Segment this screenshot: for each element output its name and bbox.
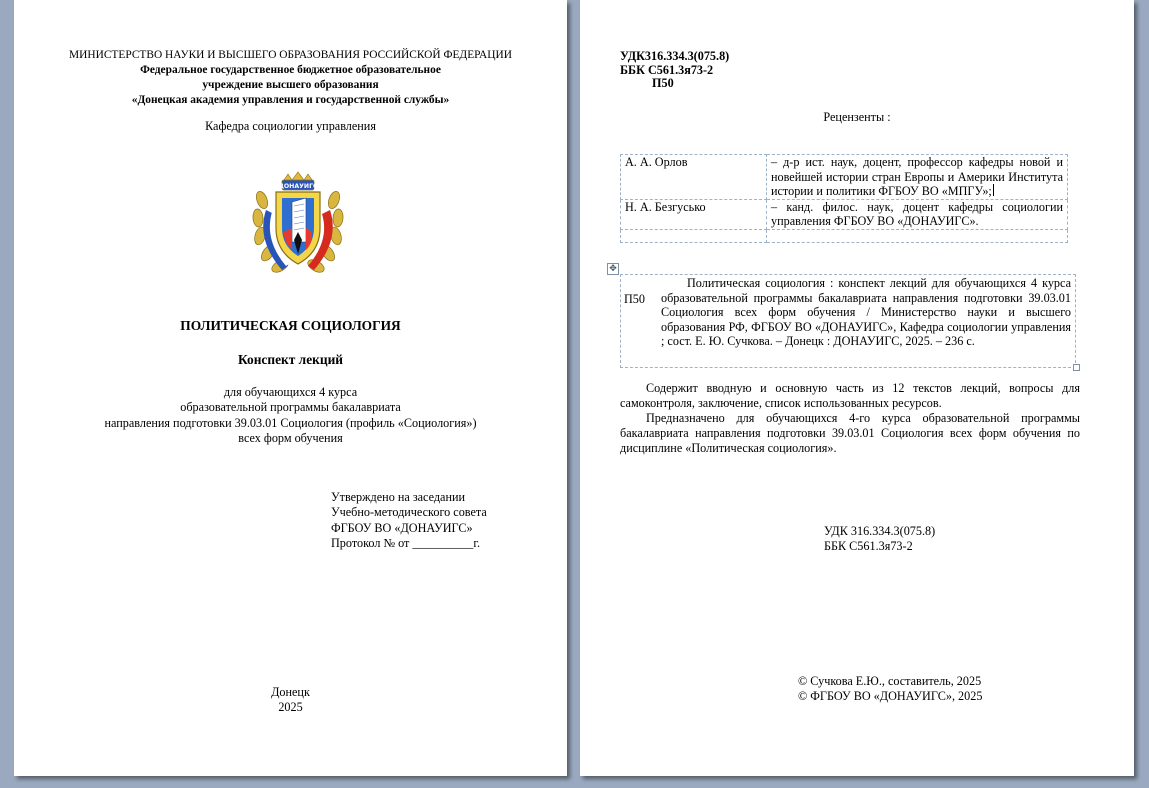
bbk-code: ББК С561.3я73-2 bbox=[824, 539, 913, 554]
audience-block bbox=[14, 385, 567, 446]
empty-cell[interactable] bbox=[621, 229, 767, 242]
imprint bbox=[14, 685, 567, 716]
audience-line: направления подготовки 39.03.01 Социология (профиль «Социология») bbox=[104, 415, 477, 430]
ministry-line: МИНИСТЕРСТВО НАУКИ И ВЫСШЕГО ОБРАЗОВАНИЯ РОССИЙСКОЙ ФЕДЕРАЦИИ bbox=[69, 49, 512, 61]
biblio-author-mark: П50 bbox=[624, 292, 645, 306]
reviewer-name[interactable]: А. А. Орлов bbox=[621, 155, 767, 200]
table-row bbox=[621, 155, 1068, 200]
institution-header bbox=[14, 48, 567, 108]
approval-line: Учебно-методического совета bbox=[331, 505, 487, 520]
title-page[interactable] bbox=[14, 0, 567, 776]
copyright-block bbox=[798, 674, 982, 704]
year: 2025 bbox=[278, 700, 303, 715]
author-mark: П50 bbox=[652, 76, 674, 91]
table-row bbox=[621, 199, 1068, 229]
reviewer-description-text: – д-р ист. наук, доцент, профессор кафедры новой и новейшей истории стран Европы и Америки Института истории и политики ФГБОУ ВО «МПГУ»; bbox=[771, 155, 1063, 199]
institution-name-line: «Донецкая академия управления и государственной службы» bbox=[131, 94, 450, 106]
table-resize-handle[interactable] bbox=[1073, 364, 1080, 371]
institution-type-line: Федеральное государственное бюджетное образовательное bbox=[140, 64, 441, 76]
emblem-text: ДОНАУИГС bbox=[278, 183, 318, 190]
audience-line: для обучающихся 4 курса bbox=[223, 385, 358, 399]
document-subtitle: Конспект лекций bbox=[237, 352, 343, 367]
audience-line: образовательной программы бакалавриата bbox=[180, 400, 401, 415]
udk-code: УДК 316.334.3(075.8) bbox=[824, 524, 936, 538]
institution-level-line: учреждение высшего образования bbox=[202, 79, 379, 91]
classification-codes bbox=[620, 50, 729, 91]
empty-cell[interactable] bbox=[767, 229, 1068, 242]
bibliographic-description[interactable]: Политическая социология : конспект лекций для обучающихся 4 курса образовательной программы бакалавриата направления подготовки 39.03.01 Социология всех форм обучения / Министерство науки и высшего образования РФ, ФГБОУ ВО «ДОНАУИГС», Кафедра социологии управления ; сост. Е. Ю. Сучкова. – Донецк : ДОНАУИГС, 2025. – 236 с. bbox=[661, 276, 1071, 349]
copyright-line: © ФГБОУ ВО «ДОНАУИГС», 2025 bbox=[798, 689, 983, 704]
reviewer-name[interactable]: Н. А. Безгусько bbox=[621, 199, 767, 229]
academy-emblem bbox=[252, 170, 344, 286]
document-title: ПОЛИТИЧЕСКАЯ СОЦИОЛОГИЯ bbox=[180, 318, 401, 333]
approval-line: Протокол № от __________г. bbox=[331, 535, 481, 550]
department-name: Кафедра социологии управления bbox=[205, 119, 376, 133]
reviewers-label: Рецензенты : bbox=[823, 110, 891, 124]
approval-line: Утверждено на заседании bbox=[331, 490, 466, 504]
reviewers-table[interactable] bbox=[620, 154, 1068, 243]
bbk-code: ББК С561.3я73-2 bbox=[620, 62, 714, 77]
table-row bbox=[621, 229, 1068, 242]
approval-block bbox=[331, 490, 487, 551]
copyright-line: © Сучкова Е.Ю., составитель, 2025 bbox=[798, 674, 982, 688]
imprint-page[interactable] bbox=[580, 0, 1134, 776]
reviewer-description[interactable] bbox=[767, 155, 1068, 200]
text-cursor bbox=[993, 184, 994, 196]
city: Донецк bbox=[271, 685, 310, 699]
contents-paragraph: Содержит вводную и основную часть из 12 текстов лекций, вопросы для самоконтроля, заключение, список использованных ресурсов. bbox=[620, 381, 1080, 411]
approval-line: ФГБОУ ВО «ДОНАУИГС» bbox=[331, 520, 473, 535]
udk-code: УДК316.334.3(075.8) bbox=[620, 49, 730, 63]
reviewer-description[interactable]: – канд. филос. наук, доцент кафедры социологии управления ФГБОУ ВО «ДОНАУИГС». bbox=[767, 199, 1068, 229]
bibliographic-record-table[interactable] bbox=[620, 274, 1076, 368]
classification-codes-bottom bbox=[824, 524, 935, 554]
intended-audience-paragraph: Предназначено для обучающихся 4-го курса образовательной программы бакалавриата направления подготовки 39.03.01 Социология всех форм обучения по дисциплине «Политическая социология». bbox=[620, 411, 1080, 456]
table-move-handle-icon[interactable]: ✥ bbox=[607, 263, 619, 275]
audience-line: всех форм обучения bbox=[238, 430, 343, 445]
